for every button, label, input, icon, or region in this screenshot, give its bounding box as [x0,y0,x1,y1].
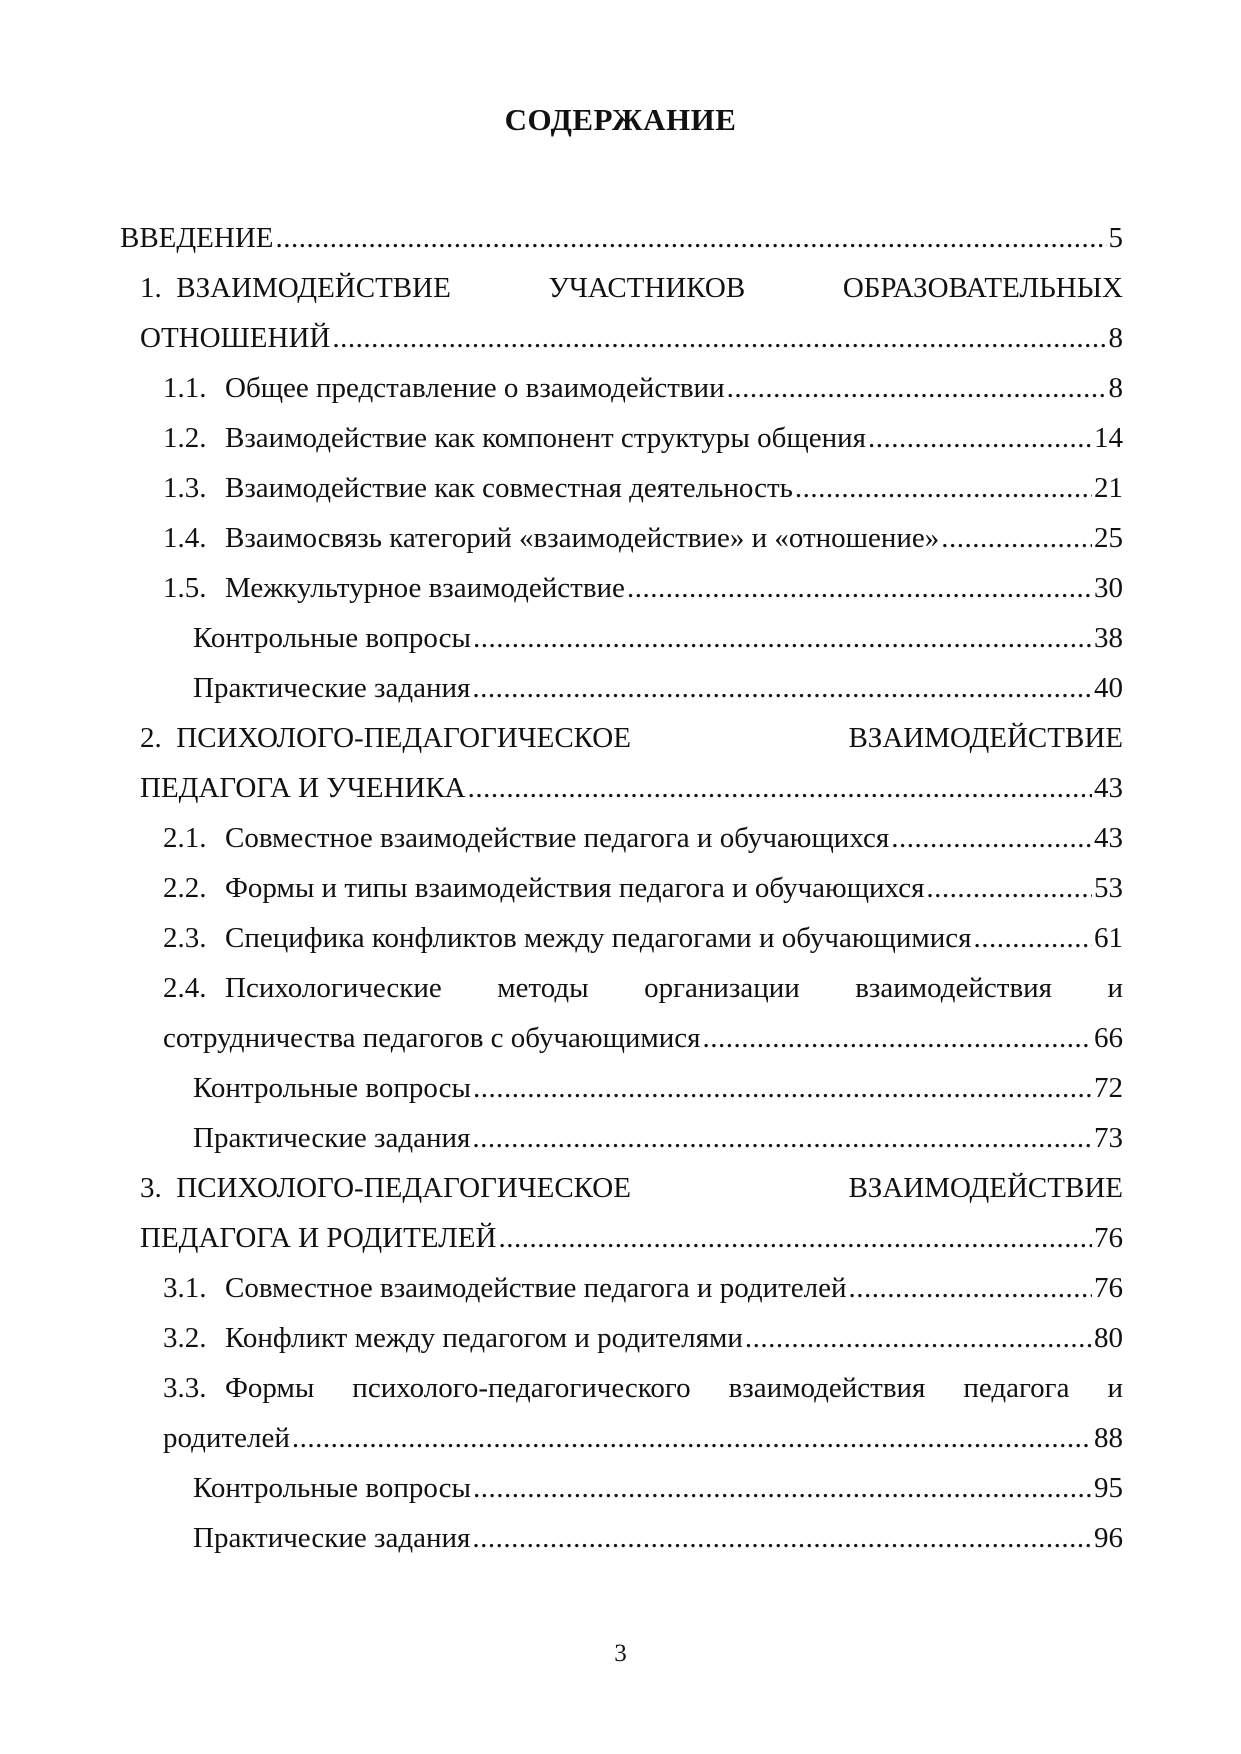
toc-entry-page: 80 [1094,1322,1123,1354]
dot-leader [473,616,1092,660]
toc-word: ВЗАИМОДЕЙСТВИЕ [176,272,451,304]
toc-word: Психологические [225,972,442,1004]
dot-leader [472,666,1092,710]
dot-leader [891,816,1092,860]
dot-leader [745,1316,1092,1360]
toc-section-number: 1.4. [163,522,207,554]
toc-entry-label: Практические задания [193,1122,471,1154]
dot-leader [868,416,1092,460]
toc-entry-page: 72 [1094,1072,1123,1104]
toc-section-3-3-line1[interactable] [163,1366,1123,1410]
toc-questions-1[interactable] [193,616,1123,660]
toc-entry-page: 30 [1094,572,1123,604]
toc-entry-label: Взаимосвязь категорий «взаимодействие» и «отношение» [225,522,940,554]
toc-section-number: 3.2. [163,1322,207,1354]
toc-word: Формы [225,1372,315,1404]
toc-entry-label: ПЕДАГОГА И УЧЕНИКА [140,772,466,804]
toc-tasks-3[interactable] [193,1516,1123,1560]
toc-entry-label: Формы и типы взаимодействия педагога и обучающихся [225,872,925,904]
toc-entry-label: родителей [163,1422,290,1454]
toc-entry-page: 95 [1094,1472,1123,1504]
toc-word: и [1107,1372,1123,1404]
toc-tasks-1[interactable] [193,666,1123,710]
toc-word: организации [644,972,800,1004]
toc-section-2-4-line2[interactable] [163,1016,1123,1060]
toc-chapter-2-line1[interactable] [140,716,1123,760]
dot-leader [941,516,1092,560]
toc-entry-page: 8 [1108,372,1123,404]
toc-section-2-1[interactable] [163,816,1123,860]
dot-leader [727,366,1107,410]
toc-section-number: 3.1. [163,1272,207,1304]
toc-chapter-3-line1[interactable] [140,1166,1123,1210]
dot-leader [926,866,1092,910]
page-number: 3 [614,1640,627,1667]
dot-leader [973,916,1092,960]
toc-entry-page: 66 [1094,1022,1123,1054]
toc-word: ПСИХОЛОГО-ПЕДАГОГИЧЕСКОЕ [176,722,631,754]
toc-word: и [1107,972,1123,1004]
toc-entry-label: Контрольные вопросы [193,1472,471,1504]
toc-entry-label: Взаимодействие как совместная деятельность [225,472,793,504]
toc-chapter-1-line2[interactable] [140,316,1123,360]
toc-word: ВЗАИМОДЕЙСТВИЕ [848,722,1123,754]
toc-section-number: 1.1. [163,372,207,404]
dot-leader [468,766,1092,810]
toc-word: ПСИХОЛОГО-ПЕДАГОГИЧЕСКОЕ [176,1172,631,1204]
toc-section-1-4[interactable] [163,516,1123,560]
toc-entry-label: ОТНОШЕНИЙ [140,322,331,354]
toc-section-2-2[interactable] [163,866,1123,910]
toc-entry-page: 43 [1094,822,1123,854]
dot-leader [473,1066,1092,1110]
toc-entry-label: Практические задания [193,1522,471,1554]
toc-entry-label: Межкультурное взаимодействие [225,572,625,604]
toc-section-2-3[interactable] [163,916,1123,960]
toc-entry-label: Практические задания [193,672,471,704]
toc-section-3-1[interactable] [163,1266,1123,1310]
toc-entry-page: 25 [1094,522,1123,554]
toc-section-number: 2.2. [163,872,207,904]
toc-entry-page: 76 [1094,1272,1123,1304]
toc-section-1-2[interactable] [163,416,1123,460]
toc-section-number: 2.4. [163,972,207,1004]
toc-section-1-1[interactable] [163,366,1123,410]
toc-questions-2[interactable] [193,1066,1123,1110]
toc-entry-page: 21 [1094,472,1123,504]
toc-section-number: 2.1. [163,822,207,854]
toc-entry-label: Общее представление о взаимодействии [225,372,725,404]
toc-section-number: 1.3. [163,472,207,504]
toc-entry-label: Конфликт между педагогом и родителями [225,1322,743,1354]
toc-word: психолого-педагогического [352,1372,691,1404]
toc-chapter-3-line2[interactable] [140,1216,1123,1260]
toc-entry-label: Взаимодействие как компонент структуры общения [225,422,866,454]
toc-section-number: 3.3. [163,1372,207,1404]
dot-leader [703,1016,1092,1060]
dot-leader [292,1416,1092,1460]
toc-entry-page: 43 [1094,772,1123,804]
page-title: СОДЕРЖАНИЕ [504,102,737,137]
dot-leader [472,1116,1092,1160]
toc-chapter-number: 3. [140,1172,162,1204]
toc-section-3-2[interactable] [163,1316,1123,1360]
toc-section-2-4-line1[interactable] [163,966,1123,1010]
toc-entry-label: ПЕДАГОГА И РОДИТЕЛЕЙ [140,1222,497,1254]
toc-section-1-5[interactable] [163,566,1123,610]
toc-section-1-3[interactable] [163,466,1123,510]
toc-word: взаимодействия [728,1372,926,1404]
toc-entry-page: 8 [1108,322,1123,354]
toc-word: УЧАСТНИКОВ [548,272,746,304]
toc-entry-label: Специфика конфликтов между педагогами и обучающимися [225,922,972,954]
toc-section-number: 1.2. [163,422,207,454]
dot-leader [332,316,1106,360]
dot-leader [472,1516,1092,1560]
toc-entry-label: Совместное взаимодействие педагога и родителей [225,1272,847,1304]
dot-leader [849,1266,1092,1310]
dot-leader [276,216,1107,260]
dot-leader [473,1466,1092,1510]
dot-leader [795,466,1092,510]
toc-entry-page: 5 [1108,222,1123,254]
toc-word: взаимодействия [855,972,1053,1004]
toc-entry-intro[interactable] [120,216,1123,260]
toc-entry-page: 96 [1094,1522,1123,1554]
toc-chapter-1-line1[interactable] [140,266,1123,310]
toc-entry-page: 88 [1094,1422,1123,1454]
toc-entry-page: 40 [1094,672,1123,704]
toc-section-number: 2.3. [163,922,207,954]
toc-word: ОБРАЗОВАТЕЛЬНЫХ [842,272,1123,304]
toc-word: ВЗАИМОДЕЙСТВИЕ [848,1172,1123,1204]
toc-entry-label: Совместное взаимодействие педагога и обучающихся [225,822,890,854]
toc-entry-label: сотрудничества педагогов с обучающимися [163,1022,701,1054]
toc-entry-page: 76 [1094,1222,1123,1254]
toc-section-number: 1.5. [163,572,207,604]
toc-word: методы [497,972,589,1004]
toc-chapter-number: 1. [140,272,162,304]
toc-entry-page: 38 [1094,622,1123,654]
dot-leader [627,566,1092,610]
toc-chapter-2-line2[interactable] [140,766,1123,810]
toc-section-3-3-line2[interactable] [163,1416,1123,1460]
toc-entry-label: ВВЕДЕНИЕ [120,222,274,254]
toc-word: педагога [963,1372,1070,1404]
toc-tasks-2[interactable] [193,1116,1123,1160]
toc-chapter-number: 2. [140,722,162,754]
toc-questions-3[interactable] [193,1466,1123,1510]
toc-entry-page: 53 [1094,872,1123,904]
toc-entry-page: 61 [1094,922,1123,954]
toc-entry-label: Контрольные вопросы [193,1072,471,1104]
toc-entry-label: Контрольные вопросы [193,622,471,654]
dot-leader [498,1216,1092,1260]
toc-entry-page: 14 [1094,422,1123,454]
toc-entry-page: 73 [1094,1122,1123,1154]
